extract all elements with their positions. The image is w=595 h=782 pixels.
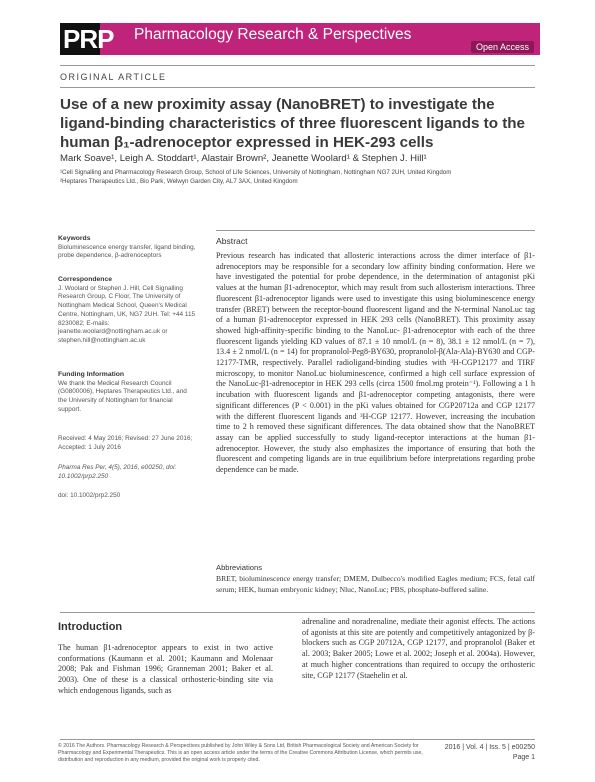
author-list: Mark Soave¹, Leigh A. Stoddart¹, Alastair Brown², Jeanette Woolard¹ & Stephen J. Hill¹ bbox=[60, 153, 427, 164]
introduction-heading: Introduction bbox=[58, 621, 123, 633]
funding-text: We thank the Medical Research Council (G0800006), Heptares Therapeutics Ltd., and the University of Nottingham for financial support. bbox=[58, 379, 187, 413]
article-title: Use of a new proximity assay (NanoBRET) to investigate the ligand-binding characteristics of three fluorescent ligands to the human β₁-adrenoceptor expressed in HEK-293 cells bbox=[60, 96, 525, 151]
keywords-text: Bioluminescence energy transfer, ligand binding, probe dependence, β-adrenoceptors bbox=[58, 243, 196, 260]
correspondence-heading: Correspondence bbox=[58, 276, 113, 283]
funding-heading: Funding Information bbox=[58, 371, 125, 378]
volume-line: 2016 | Vol. 4 | Iss. 5 | e00250 bbox=[444, 744, 535, 751]
introduction-col1: The human β1-adrenoceptor appears to exist in two active conformations (Kaumann et al. 2001; Kaumann and Molenaar 2008; Pak and Fishman 1996; Granneman 2001; Baker et al. 2003). One of these is a classical orthosteric-binding site via which endogenous ligands, such as bbox=[58, 643, 273, 695]
article-type: ORIGINAL ARTICLE bbox=[60, 72, 167, 82]
keywords-block bbox=[58, 235, 196, 261]
affiliation-1: ¹Cell Signalling and Pharmacology Research Group, School of Life Sciences, University of Nottingham, Nottingham NG7 2UH, United Kingdom bbox=[60, 169, 452, 176]
abstract-text: Previous research has indicated that allosteric interactions across the dimer interface of β1-adrenoceptors may be responsible for a secondary low affinity binding conformation. Here we have investigated the potential for probe dependence, in the determination of antagonist pKi values at the human β1-adrenoceptor, which may result from such allosterism interactions. Three fluorescent β1-adrenoceptor ligands were used to investigate this using bioluminescence energy transfer (BRET) between the receptor-bound fluorescent ligand and the N-terminal NanoLuc tag of a human β1-adrenoceptor expressed in HEK 293 cells (NanoBRET). This proximity assay showed high-affinity-specific binding to the NanoLuc- β1-adrenoceptor with each of the three fluorescent ligands yielding KD values of 87.1 ± 10 nmol/L (n = 8), 38.1 ± 12 nmol/L (n = 7), 13.4 ± 2 nmol/L (n = 14) for propranolol-Peg8-BY630, propranolol-β(Ala-Ala)-BY630 and CGP-12177-TMR, respectively. Parallel radioligand-binding studies with ³H-CGP12177 and TIRF microscopy, to monitor NanoLuc bioluminescence, confirmed a high cell surface expression of the NanoLuc-β1-adrenoceptor in HEK 293 cells (circa 1500 fmol.mg protein⁻¹). Following a 1 h incubation with fluorescent ligands and β1-adrenoceptor competing antagonists, there were significant differences (P < 0.001) in the pKi values obtained for CGP20712a and CGP 12177 with the different fluorescent ligands and ³H-CGP 12177. However, increasing the incubation time to 2 h removed these significant differences. The data obtained show that the NanoBRET assay can be applied successfully to study ligand-receptor interactions at the human β1-adrenoceptor. However, the study also emphasizes the importance of ensuring that both the fluorescent and competing ligands are in true equilibrium before interpretations regarding probe dependence can be made. bbox=[216, 251, 535, 475]
license-footer: © 2016 The Authors. Pharmacology Research & Perspectives published by John Wiley & Sons Ltd, British Pharmacological Society and American Society for Pharmacology and Experimental Therapeutics. This is an open access article under the terms of the Creative Commons Attribution License, which permits use, distribution and reproduction in any medium, provided the original work is properly cited. bbox=[58, 743, 423, 763]
correspondence-block bbox=[58, 276, 196, 346]
header-rule bbox=[60, 65, 535, 66]
page-number: Page 1 bbox=[512, 754, 535, 761]
abbreviations-heading: Abbreviations bbox=[216, 563, 263, 572]
funding-block bbox=[58, 371, 196, 415]
citation-text: Pharma Res Per, 4(5), 2016, e00250, doi: 10.1002/prp2.250 bbox=[58, 464, 177, 480]
article-dates: Received: 4 May 2016; Revised: 27 June 2016; Accepted: 1 July 2016 bbox=[58, 435, 193, 451]
section-rule bbox=[60, 612, 535, 613]
doi-block bbox=[58, 492, 196, 501]
affiliation-2: ²Heptares Therapeutics Ltd., Bio Park, Welwyn Garden City, AL7 3AX, United Kingdom bbox=[60, 178, 298, 185]
keywords-heading: Keywords bbox=[58, 235, 91, 242]
journal-banner bbox=[60, 23, 540, 55]
journal-name: Pharmacology Research & Perspectives bbox=[134, 26, 412, 43]
abstract-rule bbox=[216, 230, 535, 231]
footer-rule bbox=[60, 739, 535, 740]
introduction-col2: adrenaline and noradrenaline, mediate their agonist effects. The actions of agonists at this site are potently and competitively antagonized by β-blockers such as CGP 20712A, CGP 12177, and propranolol (Baker et al. 2003; Baker 2005; Lowe et al. 2002; Joseph et al. 2004a). However, at much higher concentrations than required to occupy the orthosteric site, CGP 12177 (Staehelin et al. bbox=[302, 617, 535, 680]
title-rule bbox=[60, 87, 535, 88]
journal-logo-text: PRP bbox=[63, 24, 114, 54]
doi-text: doi: 10.1002/prp2.250 bbox=[58, 492, 121, 499]
dates-block bbox=[58, 435, 196, 452]
abstract-heading: Abstract bbox=[216, 236, 248, 246]
abbreviations-text: BRET, bioluminescence energy transfer; DMEM, Dulbecco's modified Eagles medium; FCS, fetal calf serum; HEK, human embryonic kidney; Nluc, NanoLuc; PBS, phosphate-buffered saline. bbox=[216, 574, 535, 594]
citation-block bbox=[58, 464, 196, 481]
page-info bbox=[445, 743, 535, 763]
correspondence-text: J. Woolard or Stephen J. Hill, Cell Signalling Research Group, C Floor, The University of Nottingham Medical School, Queen's Medical Centre, Nottingham, UK, NG7 2UH. Tel: +44 115 8230082; E-mails: jeanette.woolard@nottingham.ac.uk or stephen.hill@nottingham.ac.uk bbox=[58, 284, 196, 344]
open-access-badge: Open Access bbox=[471, 41, 534, 53]
